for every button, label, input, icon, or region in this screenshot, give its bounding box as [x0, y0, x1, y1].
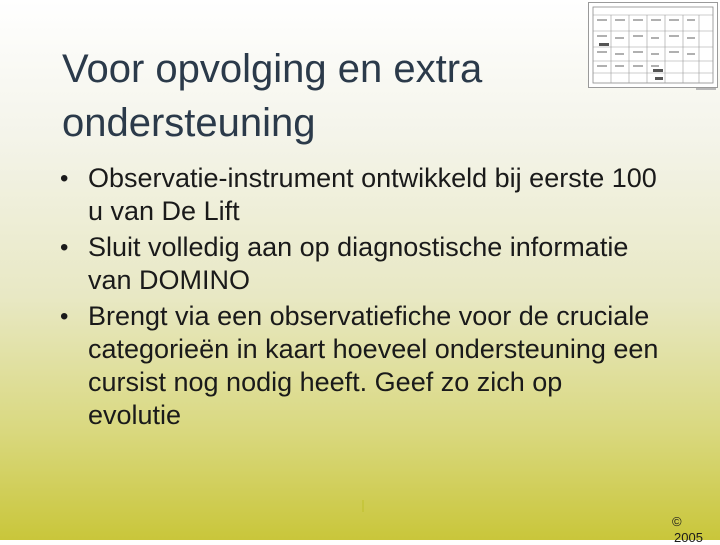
- observation-sheet-image: [589, 3, 717, 87]
- bullet-text: Observatie-instrument ontwikkeld bij eerste 100 u van De Lift: [88, 163, 657, 226]
- slide-title: Voor opvolging en extra ondersteuning: [62, 47, 483, 145]
- bullet-text: Sluit volledig aan op diagnostische informatie van DOMINO: [88, 232, 629, 295]
- bullet-dot: •: [60, 303, 69, 330]
- bullet-dot: •: [60, 165, 69, 192]
- copyright-year: 2005: [674, 530, 703, 545]
- observation-sheet-thumbnail: [588, 2, 718, 88]
- bullet-item: [60, 300, 660, 432]
- bullet-item: [60, 231, 660, 297]
- decorative-mark: [362, 500, 364, 512]
- bullet-dot: •: [60, 234, 69, 261]
- copyright-symbol: ©: [672, 514, 682, 529]
- bullet-item: [60, 162, 660, 228]
- bullet-list: [60, 162, 660, 435]
- thumbnail-caption-line: [696, 88, 716, 90]
- bullet-text: Brengt via een observatiefiche voor de cruciale categorieën in kaart hoeveel ondersteuning een cursist nog nodig heeft. Geef zo zich op evolutie: [88, 301, 659, 430]
